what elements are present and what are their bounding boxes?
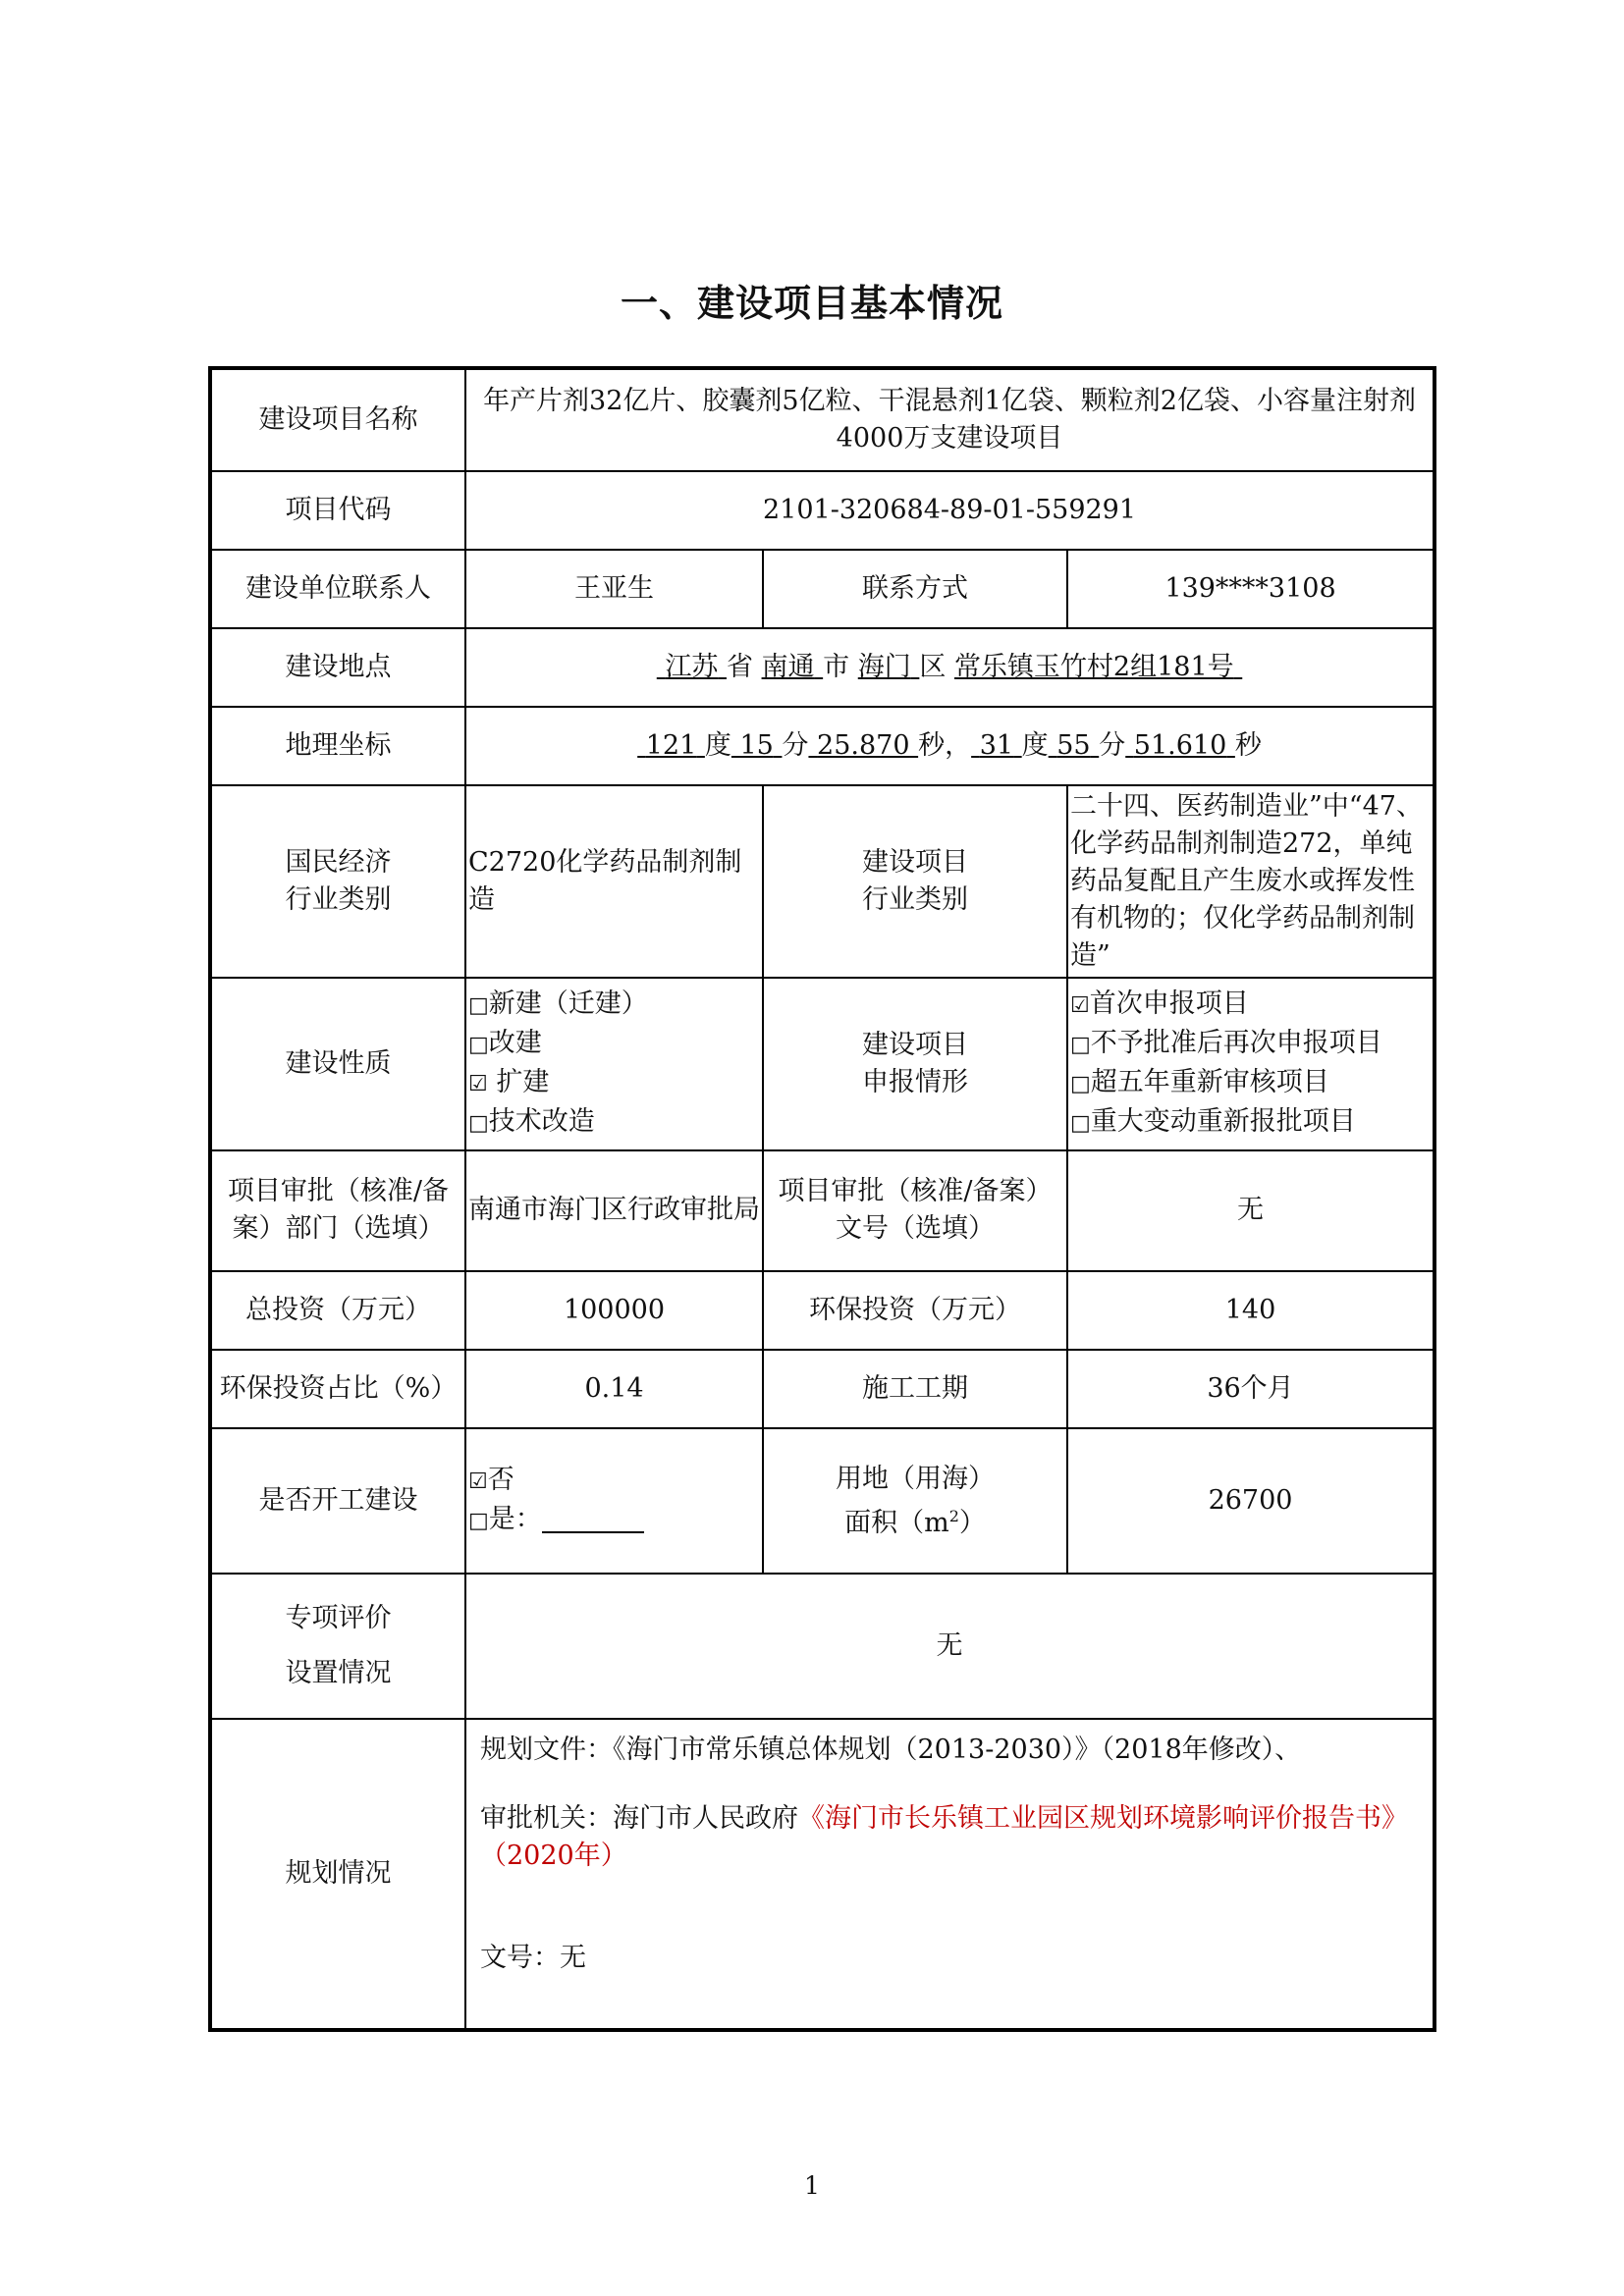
checkbox-icon: □: [1070, 1110, 1091, 1136]
industry-label-line1: 国民经济: [285, 847, 392, 879]
minute-unit-2: 分: [1099, 730, 1126, 762]
contact-method-label: 联系方式: [763, 550, 1067, 628]
latitude-degrees: 31: [979, 730, 1014, 762]
longitude-seconds: 25.870: [817, 730, 910, 762]
location-city-unit: 市: [823, 652, 850, 683]
project-industry-value: 二十四、医药制造业”中“47、化学药品制剂制造272，单纯药品复配且产生废水或挥发性有机物的；仅化学药品制剂制造”: [1067, 785, 1435, 977]
area-label: [763, 1428, 1067, 1574]
started-option-no: ☑否: [468, 1462, 760, 1501]
page-title: 一、建设项目基本情况: [620, 282, 1003, 325]
investment-label: 总投资（万元）: [210, 1271, 465, 1350]
area-label-line2: 面积$(m^2)$: [844, 1506, 986, 1538]
planning-authority-line: [480, 1800, 1419, 1875]
declare-options: [1067, 978, 1435, 1150]
project-name-label: 建设项目名称: [210, 368, 465, 471]
special-label-line2: 设置情况: [285, 1657, 392, 1688]
blank-line: [542, 1508, 644, 1533]
declare-option-first: ☑首次申报项目: [1070, 986, 1431, 1025]
investment-value: 100000: [465, 1271, 763, 1350]
row-planning: [210, 1719, 1435, 2030]
declare-option-resubmit: □不予批准后再次申报项目: [1070, 1025, 1431, 1064]
page-number: 1: [804, 2171, 820, 2200]
contact-value: 王亚生: [465, 550, 763, 628]
planning-doc-no: 文号：无: [480, 1942, 586, 1973]
row-approval: [210, 1150, 1435, 1271]
row-coordinates: [210, 707, 1435, 785]
industry-label-line2: 行业类别: [285, 884, 392, 916]
planning-doc: 规划文件：《海门市常乐镇总体规划（2013-2030）》（2018年修改）、: [480, 1734, 1302, 1765]
industry-label: [210, 785, 465, 977]
degree-unit-2: 度: [1021, 730, 1049, 762]
row-special: [210, 1574, 1435, 1718]
approval-doc-label: 项目审批（核准/备案）文号（选填）: [763, 1150, 1067, 1271]
nature-option-new: □新建（迁建）: [468, 986, 760, 1025]
row-ratio: [210, 1350, 1435, 1428]
contact-label: 建设单位联系人: [210, 550, 465, 628]
longitude-degrees: 121: [645, 730, 697, 762]
second-unit-comma: 秒，: [918, 730, 972, 762]
checkbox-icon: □: [468, 992, 489, 1018]
checked-checkbox-icon: ☑: [468, 1469, 488, 1495]
checkbox-icon: □: [1070, 1032, 1091, 1057]
contact-method-value: 139****3108: [1067, 550, 1435, 628]
nature-option-rebuild: □改建: [468, 1025, 760, 1064]
approval-label: 项目审批（核准/备案）部门（选填）: [210, 1150, 465, 1271]
nature-options: [465, 978, 763, 1150]
special-label: [210, 1574, 465, 1718]
declare-label-line1: 建设项目: [862, 1029, 968, 1060]
location-province-unit: 省: [726, 652, 753, 683]
row-location: [210, 628, 1435, 707]
row-nature: [210, 978, 1435, 1150]
checkbox-icon: □: [468, 1032, 489, 1057]
project-code-label: 项目代码: [210, 471, 465, 550]
period-value: 36个月: [1067, 1350, 1435, 1428]
env-investment-label: 环保投资（万元）: [763, 1271, 1067, 1350]
longitude-minutes: 15: [739, 730, 774, 762]
location-label: 建设地点: [210, 628, 465, 707]
area-label-line1: 用地（用海）: [836, 1463, 995, 1494]
special-value: 无: [465, 1574, 1435, 1718]
project-industry-label: [763, 785, 1067, 977]
area-value: 26700: [1067, 1428, 1435, 1574]
project-industry-label-line1: 建设项目: [862, 847, 968, 879]
nature-option-tech: □技术改造: [468, 1103, 760, 1143]
declare-option-major-change: □重大变动重新报批项目: [1070, 1103, 1431, 1143]
row-started: [210, 1428, 1435, 1574]
planning-eia-report: 《海门市长乐镇工业园区规划环境影响评价报告书》（2020年）: [480, 1802, 1408, 1871]
declare-label: [763, 978, 1067, 1150]
ratio-label: 环保投资占比（%）: [210, 1350, 465, 1428]
nature-option-expand: ☑ 扩建: [468, 1064, 760, 1103]
env-investment-value: 140: [1067, 1271, 1435, 1350]
industry-value: C2720化学药品制剂制造: [465, 785, 763, 977]
degree-unit: 度: [704, 730, 731, 762]
row-contact: [210, 550, 1435, 628]
ratio-value: 0.14: [465, 1350, 763, 1428]
checkbox-icon: □: [468, 1509, 489, 1534]
project-code-value: 2101-320684-89-01-559291: [465, 471, 1435, 550]
row-project-name: [210, 368, 1435, 471]
checkbox-icon: □: [468, 1110, 489, 1136]
coordinates-label: 地理坐标: [210, 707, 465, 785]
row-project-code: [210, 471, 1435, 550]
planning-content: [465, 1719, 1435, 2030]
special-label-line1: 专项评价: [285, 1602, 392, 1633]
checked-checkbox-icon: ☑: [468, 1071, 488, 1096]
latitude-minutes: 55: [1056, 730, 1091, 762]
approval-doc-value: 无: [1067, 1150, 1435, 1271]
location-district: 海门: [857, 652, 911, 683]
checked-checkbox-icon: ☑: [1070, 992, 1090, 1018]
location-city: 南通: [761, 652, 815, 683]
project-industry-label-line2: 行业类别: [862, 884, 968, 916]
location-value: [465, 628, 1435, 707]
row-industry: [210, 785, 1435, 977]
coordinates-value: [465, 707, 1435, 785]
project-info-table: [208, 366, 1436, 2032]
approval-value: 南通市海门区行政审批局: [465, 1150, 763, 1271]
started-options: [465, 1428, 763, 1574]
started-option-yes: □是：: [468, 1501, 760, 1540]
location-district-unit: 区: [919, 652, 947, 683]
project-name-value: 年产片剂32亿片、胶囊剂5亿粒、干混悬剂1亿袋、颗粒剂2亿袋、小容量注射剂4000万支建设项目: [465, 368, 1435, 471]
nature-label: 建设性质: [210, 978, 465, 1150]
checkbox-icon: □: [1070, 1071, 1091, 1096]
latitude-seconds: 51.610: [1133, 730, 1227, 762]
declare-option-five-year: □超五年重新审核项目: [1070, 1064, 1431, 1103]
planning-authority: 审批机关：海门市人民政府: [480, 1802, 798, 1834]
location-address: 常乐镇玉竹村2组181号: [953, 652, 1234, 683]
location-province: 江苏: [665, 652, 719, 683]
minute-unit: 分: [782, 730, 809, 762]
declare-label-line2: 申报情形: [862, 1066, 968, 1097]
planning-label: 规划情况: [210, 1719, 465, 2030]
row-investment: [210, 1271, 1435, 1350]
started-label: 是否开工建设: [210, 1428, 465, 1574]
period-label: 施工工期: [763, 1350, 1067, 1428]
second-unit: 秒: [1234, 730, 1262, 762]
